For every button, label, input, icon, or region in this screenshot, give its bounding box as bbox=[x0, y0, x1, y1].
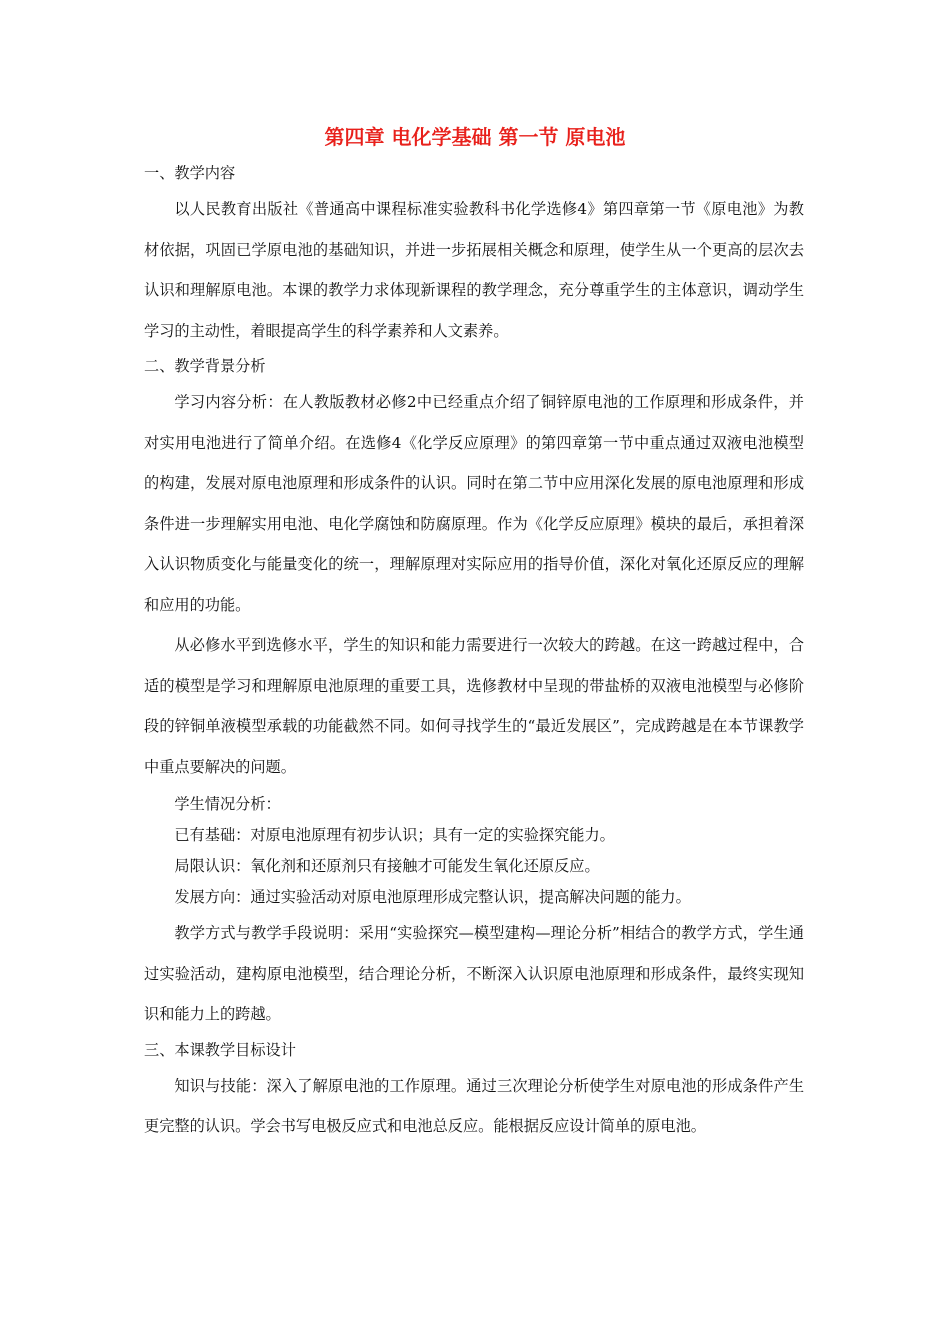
paragraph-content-analysis: 学习内容分析：在人教版教材必修2中已经重点介绍了铜锌原电池的工作原理和形成条件，并对实用电池进行了简单介绍。在选修4《化学反应原理》的第四章第一节中重点通过双液电池模型的构建，发展对原电池原理和形成条件的认识。同时在第二节中应用深化发展的原电池原理和形成条件进一步理解实用电池、电化学腐蚀和防腐原理。作为《化学反应原理》模块的最后，承担着深入认识物质变化与能量变化的统一，理解原理对实际应用的指导价值，深化对氧化还原反应的理解和应用的功能。 bbox=[144, 393, 804, 614]
paragraph-knowledge-skills: 知识与技能：深入了解原电池的工作原理。通过三次理论分析使学生对原电池的形成条件产生更完整的认识。学会书写电极反应式和电池总反应。能根据反应设计简单的原电池。 bbox=[144, 1076, 804, 1135]
page-title: 第四章 电化学基础 第一节 原电池 bbox=[324, 125, 626, 149]
paragraph-teaching-content: 以人民教育出版社《普通高中课程标准实验教科书化学选修4》第四章第一节《原电池》为教材依据，巩固已学原电池的基础知识，并进一步拓展相关概念和原理，使学生从一个更高的层次去认识和理解原电池。本课的教学力求体现新课程的教学理念，充分尊重学生的主体意识，调动学生学习的主动性，着眼提高学生的科学素养和人文素养。 bbox=[144, 200, 804, 340]
line-development-direction: 发展方向：通过实验活动对原电池原理形成完整认识，提高解决问题的能力。 bbox=[174, 888, 691, 906]
paragraph-leap: 从必修水平到选修水平，学生的知识和能力需要进行一次较大的跨越。在这一跨越过程中，合适的模型是学习和理解原电池原理的重要工具，选修教材中呈现的带盐桥的双液电池模型与必修阶段的锌铜单液模型承载的功能截然不同。如何寻找学生的“最近发展区”，完成跨越是在本节课教学中重点要解决的问题。 bbox=[144, 636, 804, 776]
line-existing-basis: 已有基础：对原电池原理有初步认识；具有一定的实验探究能力。 bbox=[174, 826, 615, 844]
line-student-analysis: 学生情况分析： bbox=[174, 795, 281, 813]
section-heading-2: 二、教学背景分析 bbox=[144, 357, 266, 375]
paragraph-teaching-method: 教学方式与教学手段说明：采用“实验探究—模型建构—理论分析”相结合的教学方式，学生通过实验活动，建构原电池模型，结合理论分析，不断深入认识原电池原理和形成条件，最终实现知识和能力上的跨越。 bbox=[144, 924, 804, 1023]
line-limited-cognition: 局限认识：氧化剂和还原剂只有接触才可能发生氧化还原反应。 bbox=[174, 857, 600, 875]
document-body bbox=[144, 158, 804, 1147]
section-heading-3: 三、本课教学目标设计 bbox=[144, 1040, 296, 1059]
section-heading-1: 一、教学内容 bbox=[144, 164, 236, 182]
